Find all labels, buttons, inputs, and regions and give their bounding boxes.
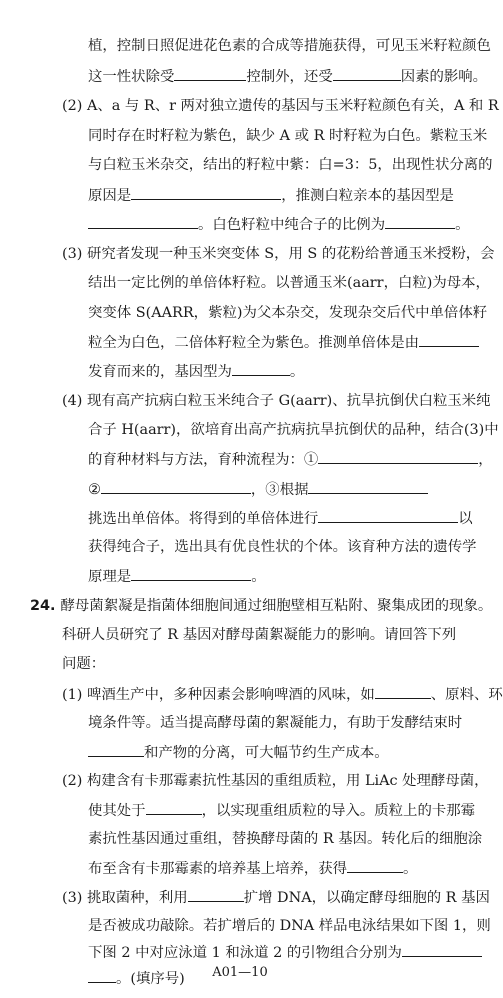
text-run: ② [88,482,101,498]
answer-blank[interactable] [375,684,431,699]
text-line [88,214,480,234]
answer-blank[interactable] [88,214,198,229]
text-run: 获得纯合子，选出具有优良性状的个体。该育种方法的遗传学 [88,539,477,555]
text-line [88,273,490,293]
text-line [62,625,480,645]
text-run: 酵母菌絮凝是指菌体细胞间通过细胞壁相互粘附、聚集成团的现象。 [60,598,493,614]
text-run: (2) A、a 与 R、r 两对独立遗传的基因与玉米籽粒颜色有关，A 和 R [62,98,499,114]
text-run: 。 [455,217,470,233]
question-number: 24. [30,598,61,614]
answer-blank[interactable] [402,942,482,957]
answer-blank[interactable] [318,449,478,464]
text-run: 因素的影响。 [400,69,488,85]
text-run: 。白色籽粒中纯合子的比例为 [198,217,386,233]
text-run: 科研人员研究了 R 基因对酵母菌絮凝能力的影响。请回答下列 [62,627,457,643]
text-run: 和产物的分离，可大幅节约生产成本。 [144,745,389,761]
text-run: 。(填序号) [116,971,185,987]
answer-blank[interactable] [174,66,246,81]
answer-blank[interactable] [232,361,290,376]
text-line [88,916,491,936]
text-line [88,742,480,762]
text-run: 原因是 [88,188,132,204]
text-line [62,391,491,411]
answer-blank[interactable] [347,858,403,873]
text-line [88,858,480,878]
text-run: 结出一定比例的单倍体籽粒。以普通玉米(aarr，白粒)为母本， [88,275,490,291]
text-run: 使其处于 [88,803,146,819]
text-run: 这一性状除受 [88,69,175,85]
text-line [88,713,480,733]
text-line [88,155,493,175]
text-run: ，推测白粒亲本的基因型是 [281,188,454,204]
text-run: 是否被成功敲除。若扩增后的 DNA 样品电泳结果如下图 1，则 [88,918,491,934]
text-line [88,303,488,323]
text-line [62,96,499,116]
text-run: 。 [251,569,266,585]
text-run: 粒全为白色，二倍体籽粒全为紫色。推测单倍体是由 [88,335,419,351]
text-line [62,887,490,907]
text-run: ，③根据 [250,482,309,498]
text-run: 与白粒玉米杂交，结出的籽粒中紫：白=3：5，出现性状分离的 [88,157,493,173]
text-line [88,508,480,528]
answer-blank[interactable] [188,887,244,902]
text-run: 挑选出单倍体。将得到的单倍体进行 [88,511,319,527]
text-run: 的育种材料与方法，育种流程为：① [88,452,319,468]
text-run: 同时存在时籽粒为紫色，缺少 A 或 R 时籽粒为白色。紫粒玉米 [88,128,488,144]
text-run: 突变体 S(AARR，紫粒)为父本杂交，发现杂交后代中单倍体籽 [88,305,488,321]
text-line [88,449,493,469]
text-run: 境条件等。适当提高酵母菌的絮凝能力，有助于发酵结束时 [88,715,463,731]
text-run: (1) 啤酒生产中，多种因素会影响啤酒的风味，如 [62,687,375,703]
text-run: 。 [289,364,305,380]
text-line [62,654,480,674]
answer-blank[interactable] [131,566,251,581]
text-run: 下图 2 中对应泳道 1 和泳道 2 的引物组合分别为 [88,945,402,961]
text-line [88,66,488,86]
text-run: ， [478,452,493,468]
text-line [62,771,489,791]
text-run: 控制外，还受 [246,69,333,85]
text-run: 植，控制日照促进花色素的合成等措施获得，可见玉米籽粒颜色 [88,38,491,54]
text-run: 发育而来的，基因型为 [88,364,232,380]
text-line [88,185,480,205]
text-line [88,36,491,56]
text-run: (4) 现有高产抗病白粒玉米纯合子 G(aarr)、抗旱抗倒伏白粒玉米纯 [62,393,491,409]
answer-blank[interactable] [88,742,144,757]
text-run: ，以实现重组质粒的导入。质粒上的卡那霉 [201,803,476,819]
text-line [88,420,499,440]
text-line [88,566,480,586]
text-line [88,942,480,962]
answer-blank[interactable] [419,332,479,347]
answer-blank[interactable] [308,479,428,494]
text-run: (3) 研究者发现一种玉米突变体 S，用 S 的花粉给普通玉米授粉，会 [62,246,495,262]
text-line [88,126,488,146]
text-line [88,332,480,352]
question-stem-line [30,596,493,616]
answer-blank[interactable] [146,800,202,815]
text-line [88,800,480,820]
text-run: 以 [458,511,473,527]
text-line [88,361,480,381]
text-run: 问题： [62,656,106,672]
text-run: (2) 构建含有卡那霉素抗性基因的重组质粒，用 LiAc 处理酵母菌， [62,773,489,789]
text-run: 。 [403,861,418,877]
text-run: (3) 挑取菌种，利用 [62,890,188,906]
answer-blank[interactable] [318,508,458,523]
answer-blank[interactable] [385,214,455,229]
text-run: 原理是 [88,569,132,585]
text-line [62,684,503,704]
text-line [62,244,495,264]
text-run: 素抗性基因通过重组，替换酵母菌的 R 基因。转化后的细胞涂 [88,831,483,847]
text-line [88,537,480,557]
text-run: 合子 H(aarr)，欲培育出高产抗病抗旱抗倒伏的品种，结合(3)中 [88,422,499,438]
text-run: 扩增 DNA，以确定酵母细胞的 R 基因 [243,890,490,906]
page-number: A01—10 [212,965,268,980]
text-line [88,479,480,499]
answer-blank[interactable] [333,66,401,81]
text-run: 、原料、环 [430,687,503,703]
answer-blank[interactable] [101,479,251,494]
answer-blank[interactable] [131,185,281,200]
text-run: 布至含有卡那霉素的培养基上培养，获得 [88,861,348,877]
text-line [88,829,483,849]
